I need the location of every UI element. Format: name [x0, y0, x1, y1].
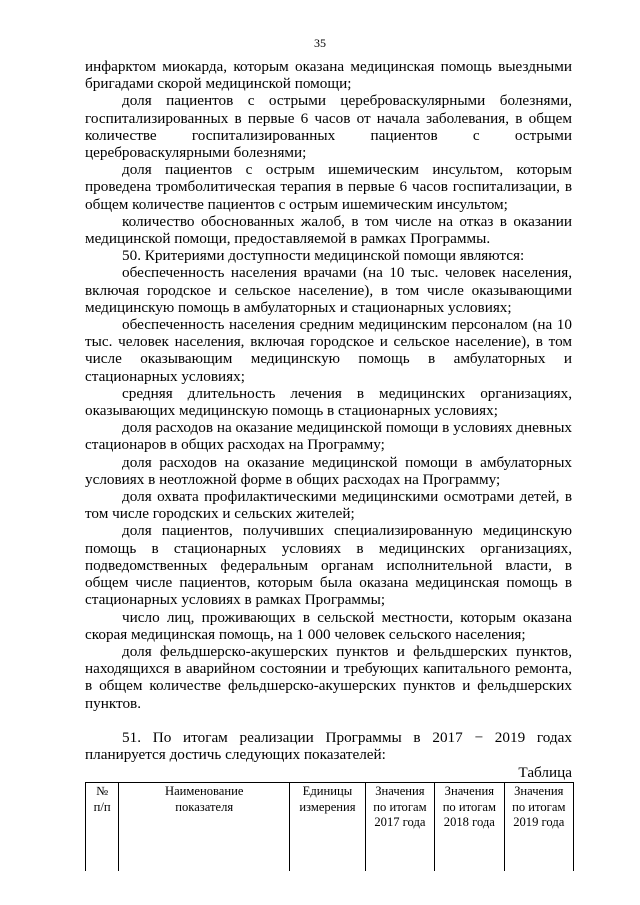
paragraph-1: доля пациентов с острыми цереброваскулярными болезнями, госпитализированных в первые 6 часов от начала заболевания, в общем количестве госпитализированных пациентов с острыми цереброваскулярными болезнями;: [85, 92, 572, 162]
header-2018: Значения по итогам 2018 года: [435, 783, 504, 871]
indicators-table: [85, 782, 574, 871]
paragraph-4: 50. Критериями доступности медицинской помощи являются:: [122, 247, 525, 265]
paragraph-2: доля пациентов с острым ишемическим инсультом, которым проведена тромболитическая терапия в первые 6 часов госпитализации, в общем количестве пациентов с острым ишемическим инсультом;: [85, 161, 572, 213]
table-header-row: [86, 783, 574, 871]
paragraph-3: количество обоснованных жалоб, в том числе на отказ в оказании медицинской помощи, предоставляемой в рамках Программы.: [85, 212, 572, 248]
paragraph-7: средняя длительность лечения в медицинских организациях, оказывающих медицинскую помощь в стационарных условиях;: [85, 384, 572, 420]
header-2017: Значения по итогам 2017 года: [365, 783, 434, 871]
paragraph-13: доля фельдшерско-акушерских пунктов и фельдшерских пунктов, находящихся в аварийном состоянии и требующих капитального ремонта, в общем количестве фельдшерско-акушерских пунктов и фельдшерских пунктов.: [85, 642, 572, 712]
paragraph-10: доля охвата профилактическими медицинскими осмотрами детей, в том числе городских и сельских жителей;: [85, 488, 572, 523]
header-number: № п/п: [86, 783, 119, 871]
header-units: Единицы измерения: [290, 783, 366, 871]
header-name: Наименование показателя: [119, 783, 290, 871]
paragraph-8: доля расходов на оказание медицинской помощи в условиях дневных стационаров в общих расходах на Программу;: [85, 419, 572, 454]
page-number: 35: [314, 36, 326, 50]
paragraph-12: число лиц, проживающих в сельской местности, которым оказана скорая медицинская помощь, на 1 000 человек сельского населения;: [85, 608, 572, 643]
paragraph-6: обеспеченность населения средним медицинским персоналом (на 10 тыс. человек населения, включая городское и сельское население), в том числе оказывающим медицинскую помощь в амбулаторных и стационарных условиях;: [85, 316, 572, 385]
paragraph-0: инфарктом миокарда, которым оказана медицинская помощь выездными бригадами скорой медицинской помощи;: [85, 58, 572, 93]
section-51-text: 51. По итогам реализации Программы в 2017 − 2019 годах планируется достичь следующих показателей:: [85, 728, 572, 763]
table-caption: Таблица: [518, 764, 572, 782]
spacer: [85, 712, 572, 729]
document-body: [85, 58, 572, 871]
header-2019: Значения по итогам 2019 года: [504, 783, 573, 871]
paragraph-5: обеспеченность населения врачами (на 10 тыс. человек населения, включая городское и сельское население), в том числе оказывающими медицинскую помощь в амбулаторных и стационарных условиях;: [85, 264, 572, 316]
paragraph-9: доля расходов на оказание медицинской помощи в амбулаторных условиях в неотложной форме в общих расходах на Программу;: [85, 453, 572, 488]
paragraph-11: доля пациентов, получивших специализированную медицинскую помощь в стационарных условиях в медицинских организациях, подведомственных федеральным органам исполнительной власти, в общем числе пациентов, которым была оказана медицинская помощь в стационарных условиях в рамках Программы;: [85, 522, 572, 609]
